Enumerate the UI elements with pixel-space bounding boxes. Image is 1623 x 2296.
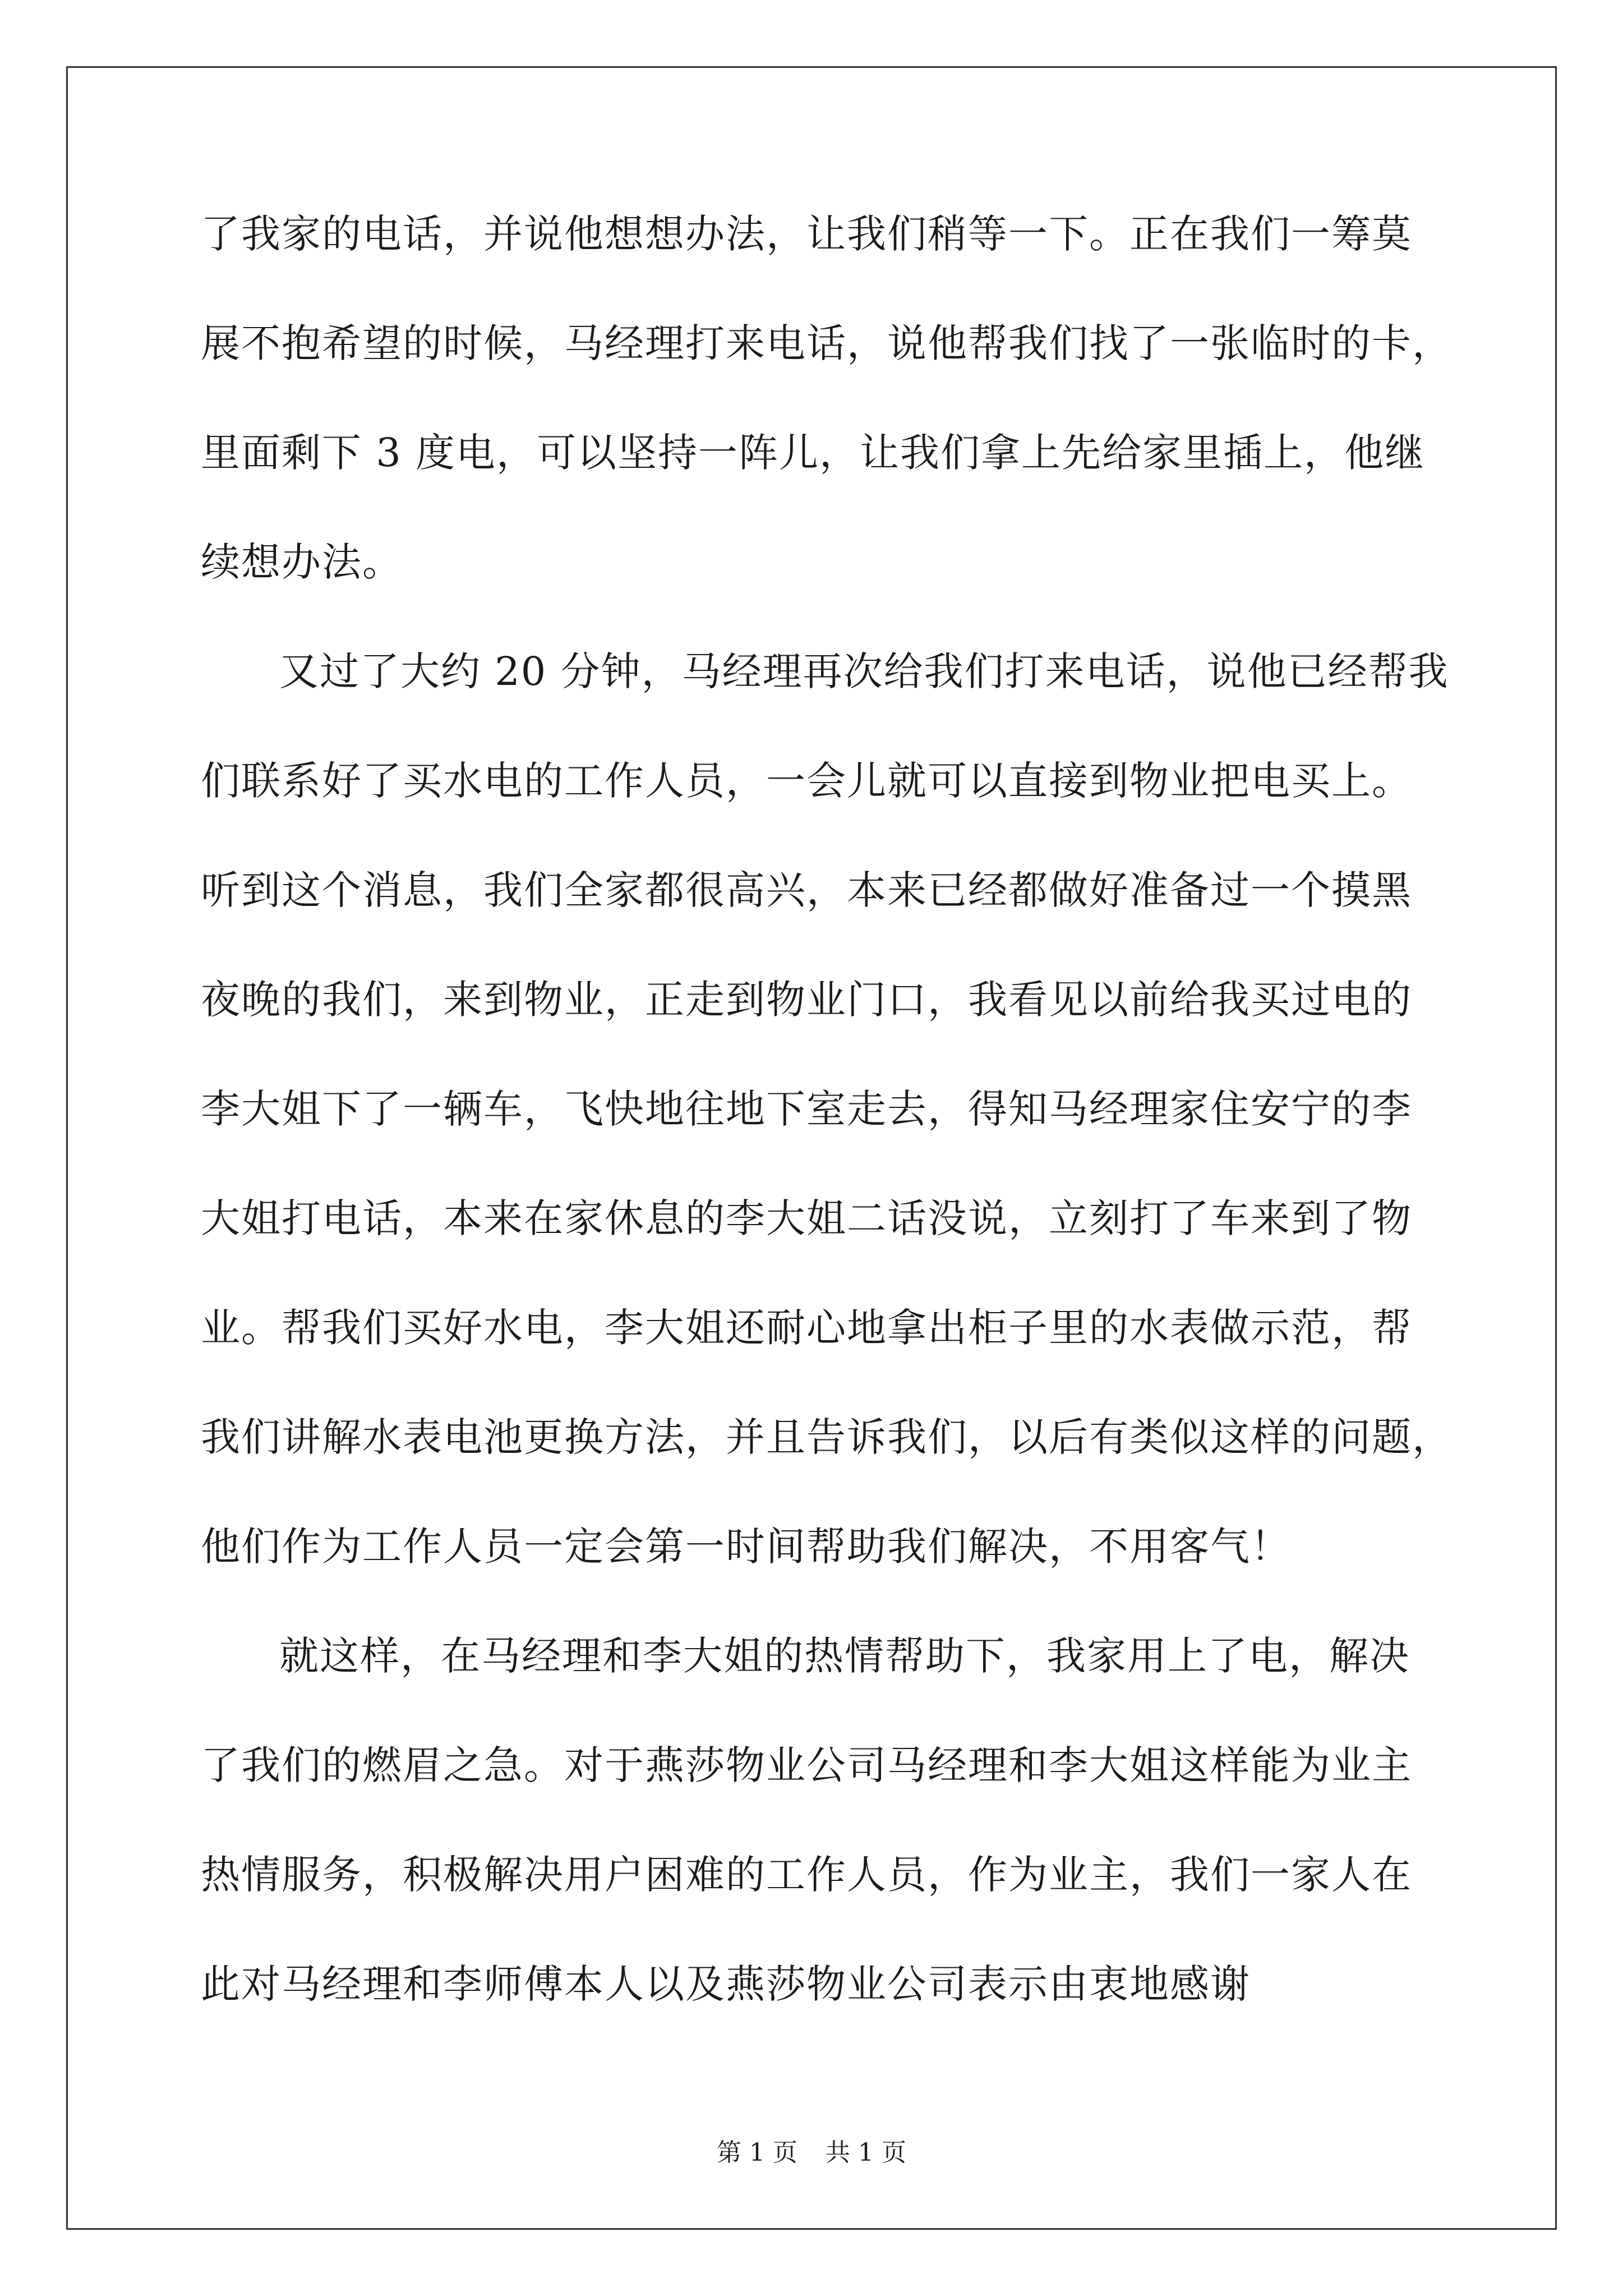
text-line: 了我家的电话，并说他想想办法，让我们稍等一下。正在我们一筹莫 — [201, 211, 1412, 257]
text-line: 了我们的燃眉之急。对于燕莎物业公司马经理和李大姐这样能为业主 — [201, 1742, 1412, 1788]
text-line: 此对马经理和李师傅本人以及燕莎物业公司表示由衷地感谢 — [201, 1961, 1251, 2007]
document-body — [201, 209, 1453, 2068]
text-line: 热情服务，积极解决用户困难的工作人员，作为业主，我们一家人在 — [201, 1852, 1412, 1898]
text-line: 们联系好了买水电的工作人员，一会儿就可以直接到物业把电买上。 — [201, 758, 1412, 804]
paragraph-first-line: 就这样，在马经理和李大姐的热情帮助下，我家用上了电，解决 — [279, 1633, 1410, 1679]
text-line: 大姐打电话，本来在家休息的李大姐二话没说，立刻打了车来到了物 — [201, 1195, 1412, 1241]
text-line: 我们讲解水表电池更换方法，并且告诉我们，以后有类似这样的问题， — [201, 1414, 1453, 1460]
paragraph-first-line: 又过了大约 20 分钟，马经理再次给我们打来电话，说他已经帮我 — [279, 648, 1449, 694]
page-number-total: 共 1 页 — [826, 2138, 906, 2167]
text-line: 展不抱希望的时候，马经理打来电话，说他帮我们找了一张临时的卡， — [201, 320, 1453, 366]
page-number-current: 第 1 页 — [717, 2138, 797, 2167]
text-line: 里面剩下 3 度电，可以坚持一阵儿，让我们拿上先给家里插上，他继 — [201, 430, 1426, 476]
text-line: 续想办法。 — [201, 539, 403, 585]
text-line: 李大姐下了一辆车，飞快地往地下室走去，得知马经理家住安宁的李 — [201, 1086, 1412, 1132]
text-line: 听到这个消息，我们全家都很高兴，本来已经都做好准备过一个摸黑 — [201, 867, 1412, 913]
text-line: 他们作为工作人员一定会第一时间帮助我们解决，不用客气！ — [201, 1524, 1291, 1570]
page-footer — [0, 2136, 1623, 2170]
text-line: 业。帮我们买好水电，李大姐还耐心地拿出柜子里的水表做示范，帮 — [201, 1305, 1412, 1351]
text-line: 夜晚的我们，来到物业，正走到物业门口，我看见以前给我买过电的 — [201, 977, 1412, 1023]
